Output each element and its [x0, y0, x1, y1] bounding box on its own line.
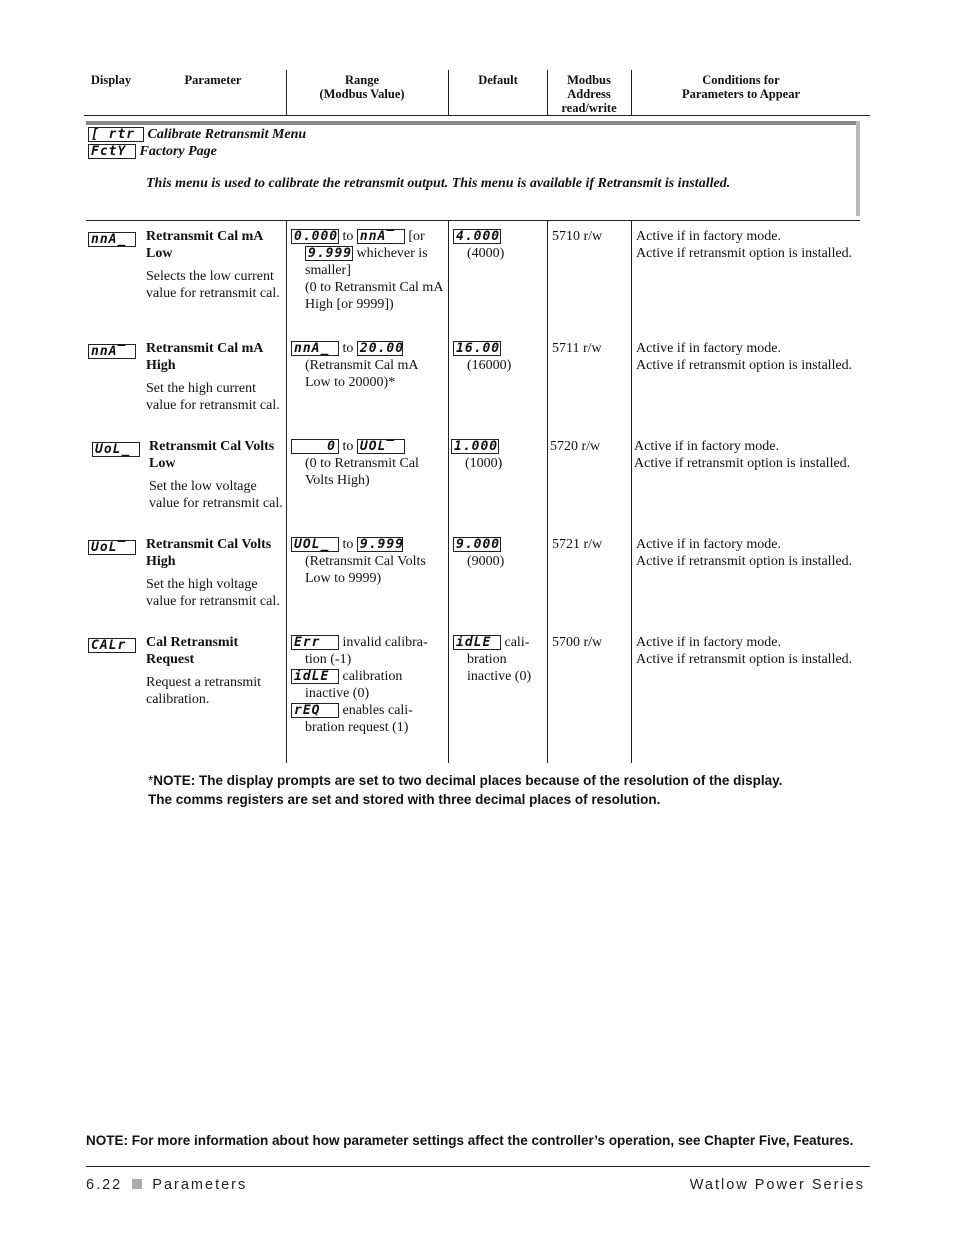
condition-line: Active if retransmit option is installed. — [634, 456, 851, 471]
range-modbus-text: (Retransmit Cal mA Low to 20000)* — [305, 358, 418, 390]
range-cell — [291, 228, 445, 313]
footer-left — [86, 1177, 247, 1193]
parameter-name: Retransmit Cal Volts Low — [149, 439, 275, 471]
range-whichever: whichever is smaller] — [305, 246, 428, 278]
default-value: (9000) — [467, 554, 505, 569]
lcd-range-min: 0.000 — [291, 229, 339, 244]
modbus-address: 5711 r/w — [552, 341, 602, 356]
lcd-range-alt: 9.999 — [305, 246, 353, 261]
header-divider — [448, 70, 449, 116]
lcd-display-code: CALr — [88, 638, 136, 653]
option-text: invalid calibra- — [342, 635, 428, 650]
table-row — [88, 636, 136, 654]
modbus-address: 5710 r/w — [552, 229, 603, 244]
column-divider — [286, 221, 287, 763]
lcd-default: 1.000 — [451, 439, 499, 454]
menu-description: This menu is used to calibrate the retransmit output. This menu is available if Retransmit is installed. — [146, 176, 731, 191]
lcd-fcty-code: FctY — [88, 144, 136, 159]
option-text: enables cali- — [342, 703, 413, 718]
footer-brand: Watlow Power Series — [689, 1177, 865, 1193]
parameter-cell — [149, 438, 283, 512]
conditions-cell — [636, 536, 856, 570]
default-text: inactive (0) — [467, 669, 532, 684]
range-to: to — [342, 341, 354, 356]
lcd-default: 4.000 — [453, 229, 501, 244]
header-divider — [547, 70, 548, 116]
parameter-name: Retransmit Cal mA Low — [146, 229, 263, 261]
default-cell — [451, 438, 545, 472]
col-header-default: Default — [478, 73, 518, 87]
header-divider — [286, 70, 287, 116]
menu-calibrate-title: Calibrate Retransmit Menu — [147, 127, 307, 142]
condition-line: Active if retransmit option is installed. — [636, 652, 853, 667]
lcd-default: idLE — [453, 635, 501, 650]
default-cell — [453, 536, 545, 570]
lcd-range-max: UOL‾ — [357, 439, 405, 454]
default-cell — [453, 340, 545, 374]
condition-line: Active if in factory mode. — [634, 439, 780, 454]
col-header-range — [290, 73, 434, 101]
parameter-description: Selects the low current value for retransmit cal. — [146, 269, 280, 301]
col-header-modbus-line2: Address — [567, 87, 611, 101]
parameter-name: Retransmit Cal Volts High — [146, 537, 272, 569]
modbus-address: 5700 r/w — [552, 635, 603, 650]
parameter-name: Retransmit Cal mA High — [146, 341, 263, 373]
condition-line: Active if retransmit option is installed. — [636, 554, 853, 569]
lcd-default: 16.00 — [453, 341, 501, 356]
page-number: 6.22 — [86, 1177, 123, 1193]
footer-rule — [86, 1166, 870, 1167]
lcd-display-code: UoL‾ — [88, 540, 136, 555]
lcd-range-min: nnA_ — [291, 341, 339, 356]
col-header-parameter: Parameter — [184, 73, 242, 87]
condition-line: Active if retransmit option is installed. — [636, 246, 853, 261]
section-name: Parameters — [152, 1177, 248, 1193]
features-note: NOTE: For more information about how parameter settings affect the controller’s operation, see Chapter Five, Features. — [86, 1133, 854, 1148]
col-header-modbus-line1: Modbus — [567, 73, 611, 87]
parameter-cell — [146, 634, 286, 708]
range-cell — [291, 536, 445, 587]
column-divider — [631, 221, 632, 763]
col-header-conditions — [636, 73, 846, 101]
default-value: (1000) — [465, 456, 503, 471]
note-line: NOTE: The display prompts are set to two decimal places because of the resolution of the display. — [153, 773, 783, 788]
conditions-cell — [636, 228, 856, 262]
condition-line: Active if in factory mode. — [636, 537, 782, 552]
note-line: The comms registers are set and stored with three decimal places of resolution. — [148, 792, 661, 807]
lcd-range-max: nnA‾ — [357, 229, 405, 244]
option-text: bration request (1) — [305, 720, 409, 735]
lcd-display-code: nnA‾ — [88, 344, 136, 359]
parameter-description: Request a retransmit calibration. — [146, 675, 262, 707]
col-header-display: Display — [90, 73, 132, 87]
parameter-cell — [146, 536, 282, 610]
square-bullet-icon — [132, 1179, 142, 1189]
range-modbus-text: (0 to Retransmit Cal Volts High) — [305, 456, 419, 488]
header-divider — [631, 70, 632, 116]
conditions-cell — [634, 438, 854, 472]
condition-line: Active if in factory mode. — [636, 341, 782, 356]
modbus-address: 5721 r/w — [552, 537, 603, 552]
modbus-address: 5720 r/w — [550, 439, 601, 454]
range-modbus-text: (0 to Retransmit Cal mA High [or 9999]) — [305, 280, 443, 312]
option-text: calibration — [342, 669, 403, 684]
lcd-crtr-code: [ rtr — [88, 127, 144, 142]
menu-section-bar — [86, 121, 860, 125]
default-cell — [453, 634, 545, 685]
col-header-range-line1: Range — [344, 73, 380, 87]
condition-line: Active if in factory mode. — [636, 229, 782, 244]
conditions-cell — [636, 634, 856, 668]
range-or: [or — [408, 229, 425, 244]
lcd-range-max: 20.00 — [357, 341, 403, 356]
column-divider — [547, 221, 548, 763]
table-row — [88, 538, 136, 556]
lcd-option-idle: idLE — [291, 669, 339, 684]
menu-section-edge — [856, 121, 860, 216]
lcd-display-code: UoL_ — [92, 442, 140, 457]
default-value: (16000) — [467, 358, 512, 373]
menu-rule — [86, 220, 860, 221]
range-to: to — [342, 229, 354, 244]
parameter-cell — [146, 340, 282, 414]
menu-factory-row — [88, 143, 217, 160]
col-header-modbus-line3: read/write — [561, 101, 617, 115]
parameter-description: Set the low voltage value for retransmit cal. — [149, 479, 283, 511]
lcd-option-err: Err — [291, 635, 339, 650]
lcd-option-req: rEQ — [291, 703, 339, 718]
table-row — [88, 230, 136, 248]
note-asterisk: * — [148, 773, 154, 788]
default-value: (4000) — [467, 246, 505, 261]
parameter-cell — [146, 228, 282, 302]
decimal-note — [148, 771, 868, 809]
default-cell — [453, 228, 545, 262]
menu-calibrate-row — [88, 126, 306, 143]
range-cell — [291, 634, 447, 736]
option-text: inactive (0) — [305, 686, 370, 701]
default-text: bration — [467, 652, 507, 667]
range-modbus-text: (Retransmit Cal Volts Low to 9999) — [305, 554, 426, 586]
menu-factory-title: Factory Page — [139, 144, 217, 159]
table-row — [88, 342, 136, 360]
lcd-display-code: nnA_ — [88, 232, 136, 247]
lcd-range-min: UOL_ — [291, 537, 339, 552]
parameter-name: Cal Retransmit Request — [146, 635, 239, 667]
col-header-modbus — [549, 73, 629, 115]
lcd-range-max: 9.999 — [357, 537, 403, 552]
range-to: to — [342, 439, 354, 454]
conditions-cell — [636, 340, 856, 374]
col-header-range-line2: (Modbus Value) — [319, 87, 405, 101]
parameter-description: Set the high voltage value for retransmit cal. — [146, 577, 280, 609]
header-rule — [84, 115, 870, 116]
default-text: cali- — [504, 635, 530, 650]
table-row — [92, 440, 140, 458]
col-header-conditions-line1: Conditions for — [702, 73, 780, 87]
condition-line: Active if in factory mode. — [636, 635, 782, 650]
range-cell — [291, 340, 445, 391]
condition-line: Active if retransmit option is installed. — [636, 358, 853, 373]
lcd-range-min: 0 — [291, 439, 339, 454]
col-header-conditions-line2: Parameters to Appear — [681, 87, 801, 101]
range-to: to — [342, 537, 354, 552]
column-divider — [448, 221, 449, 763]
option-text: tion (-1) — [305, 652, 352, 667]
parameter-description: Set the high current value for retransmit cal. — [146, 381, 280, 413]
lcd-default: 9.000 — [453, 537, 501, 552]
range-cell — [291, 438, 445, 489]
